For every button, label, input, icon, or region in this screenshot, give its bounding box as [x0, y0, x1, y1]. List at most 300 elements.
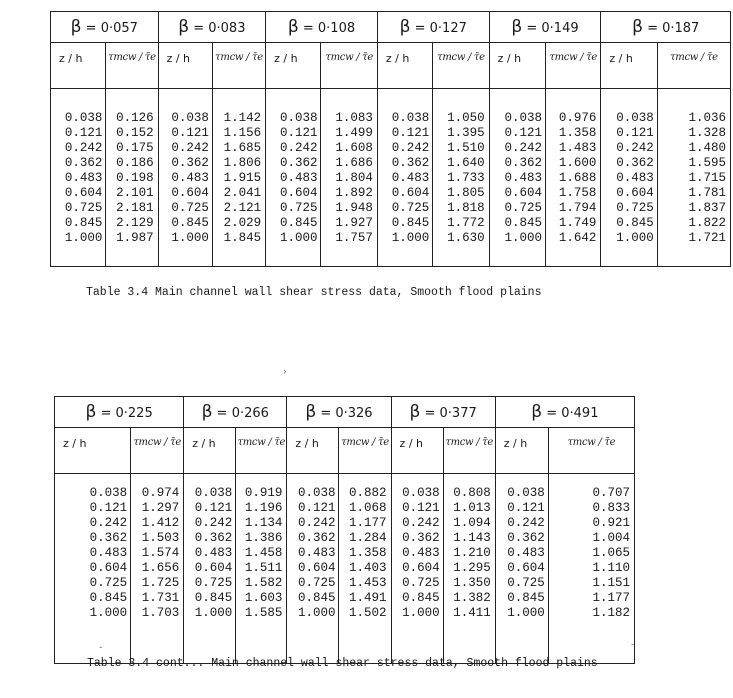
shear-ratio-value: 1.036 [657, 111, 730, 126]
table-row [51, 216, 731, 231]
z-h-value: 0.038 [489, 111, 545, 126]
spacer-cell [106, 89, 158, 112]
z-h-value: 0.038 [391, 486, 443, 501]
beta-header-cell: β = 0·491 [495, 397, 634, 428]
table-row [55, 516, 635, 531]
spacer-cell [321, 89, 377, 112]
beta-header-row [51, 12, 731, 43]
shear-ratio-value: 1.837 [657, 201, 730, 216]
shear-ratio-value: 1.892 [321, 186, 377, 201]
z-h-value: 0.362 [287, 531, 339, 546]
z-h-value: 0.121 [158, 126, 212, 141]
shear-ratio-value: 1.510 [433, 141, 489, 156]
z-h-value: 1.000 [601, 231, 657, 246]
shear-ratio-value: 1.608 [321, 141, 377, 156]
tau-ratio-header: τmcw / τ̄e [443, 428, 495, 474]
z-h-value: 0.604 [495, 561, 548, 576]
shear-ratio-value: 1.733 [433, 171, 489, 186]
shear-ratio-value: 0.198 [106, 171, 158, 186]
z-h-value: 1.000 [55, 606, 131, 621]
shear-ratio-value: 1.110 [548, 561, 634, 576]
z-h-header: z / h [51, 43, 106, 89]
table-row [55, 501, 635, 516]
beta-header-cell: β = 0·187 [601, 12, 731, 43]
z-h-header: z / h [377, 43, 432, 89]
shear-ratio-value: 1.772 [433, 216, 489, 231]
z-h-value: 0.604 [287, 561, 339, 576]
z-h-value: 0.121 [489, 126, 545, 141]
table-row [55, 486, 635, 501]
shear-ratio-value: 1.758 [546, 186, 601, 201]
spacer-cell [377, 89, 432, 112]
z-h-value: 0.604 [51, 186, 106, 201]
z-h-value: 0.725 [287, 576, 339, 591]
shear-ratio-value: 1.703 [131, 606, 184, 621]
z-h-value: 0.362 [266, 156, 321, 171]
z-h-value: 0.121 [391, 501, 443, 516]
shear-ratio-value: 1.595 [657, 156, 730, 171]
z-h-value: 0.038 [158, 111, 212, 126]
shear-ratio-value: 1.600 [546, 156, 601, 171]
shear-ratio-value: 0.186 [106, 156, 158, 171]
column-header-row [51, 43, 731, 89]
z-h-value: 1.000 [287, 606, 339, 621]
wall-shear-table-2 [54, 396, 635, 664]
shear-ratio-value: 1.987 [106, 231, 158, 246]
z-h-value: 0.483 [495, 546, 548, 561]
spacer-cell [495, 474, 548, 487]
shear-ratio-value: 1.411 [443, 606, 495, 621]
spacer-cell [158, 246, 212, 267]
spacer-cell [489, 246, 545, 267]
z-h-value: 0.362 [495, 531, 548, 546]
tau-ratio-header: τmcw / τ̄e [131, 428, 184, 474]
shear-ratio-value: 1.794 [546, 201, 601, 216]
tau-ratio-header: τmcw / τ̄e [546, 43, 601, 89]
z-h-value: 0.483 [489, 171, 545, 186]
z-h-value: 0.362 [51, 156, 106, 171]
shear-ratio-value: 1.503 [131, 531, 184, 546]
table-row [55, 531, 635, 546]
tau-ratio-header: τmcw / τ̄e [433, 43, 489, 89]
z-h-value: 0.845 [158, 216, 212, 231]
z-h-header: z / h [184, 428, 236, 474]
z-h-value: 0.483 [51, 171, 106, 186]
shear-ratio-value: 1.725 [131, 576, 184, 591]
z-h-value: 1.000 [489, 231, 545, 246]
spacer-cell [657, 89, 730, 112]
shear-ratio-value: 1.156 [212, 126, 265, 141]
z-h-value: 0.845 [489, 216, 545, 231]
z-h-value: 0.725 [489, 201, 545, 216]
z-h-value: 0.242 [51, 141, 106, 156]
shear-ratio-value: 1.297 [131, 501, 184, 516]
shear-ratio-value: 1.686 [321, 156, 377, 171]
spacer-cell [51, 246, 106, 267]
spacer-row [51, 89, 731, 112]
z-h-value: 0.604 [489, 186, 545, 201]
spacer-cell [184, 474, 236, 487]
shear-ratio-value: 1.453 [339, 576, 391, 591]
table-caption: Table 3.4 cont... Main channel wall shear stress data, Smooth flood plains [87, 657, 598, 670]
spacer-cell [266, 89, 321, 112]
shear-ratio-value: 1.640 [433, 156, 489, 171]
beta-header-cell: β = 0·083 [158, 12, 266, 43]
shear-ratio-value: 1.196 [236, 501, 287, 516]
shear-ratio-value: 1.177 [339, 516, 391, 531]
tau-ratio-header: τmcw / τ̄e [321, 43, 377, 89]
spacer-cell [131, 474, 184, 487]
shear-ratio-value: 1.574 [131, 546, 184, 561]
beta-symbol: β [305, 402, 317, 422]
shear-ratio-value: 0.152 [106, 126, 158, 141]
z-h-header: z / h [158, 43, 212, 89]
z-h-value: 0.362 [55, 531, 131, 546]
z-h-value: 0.483 [377, 171, 432, 186]
shear-ratio-value: 1.013 [443, 501, 495, 516]
table-row [51, 171, 731, 186]
z-h-value: 0.604 [391, 561, 443, 576]
z-h-value: 0.038 [55, 486, 131, 501]
table-row [55, 546, 635, 561]
z-h-header: z / h [391, 428, 443, 474]
shear-ratio-value: 1.757 [321, 231, 377, 246]
spacer-cell [546, 89, 601, 112]
table-row [51, 156, 731, 171]
shear-ratio-value: 2.121 [212, 201, 265, 216]
shear-ratio-value: 2.181 [106, 201, 158, 216]
z-h-value: 1.000 [391, 606, 443, 621]
shear-ratio-value: 1.050 [433, 111, 489, 126]
shear-ratio-value: 2.029 [212, 216, 265, 231]
table-row [51, 111, 731, 126]
shear-ratio-value: 1.630 [433, 231, 489, 246]
shear-ratio-value: 1.386 [236, 531, 287, 546]
z-h-value: 1.000 [266, 231, 321, 246]
shear-ratio-value: 1.004 [548, 531, 634, 546]
shear-ratio-value: 1.350 [443, 576, 495, 591]
table-row [51, 141, 731, 156]
z-h-value: 0.604 [266, 186, 321, 201]
z-h-value: 0.725 [158, 201, 212, 216]
z-h-value: 0.725 [377, 201, 432, 216]
z-h-value: 0.604 [55, 561, 131, 576]
tau-ratio-header: τmcw / τ̄e [657, 43, 730, 89]
spacer-cell [55, 474, 131, 487]
z-h-value: 1.000 [495, 606, 548, 621]
z-h-value: 0.121 [55, 501, 131, 516]
z-h-value: 0.845 [266, 216, 321, 231]
table-row [51, 201, 731, 216]
z-h-header: z / h [489, 43, 545, 89]
beta-symbol: β [531, 402, 543, 422]
z-h-header: z / h [601, 43, 657, 89]
z-h-value: 0.362 [601, 156, 657, 171]
z-h-value: 0.483 [391, 546, 443, 561]
column-header-row [55, 428, 635, 474]
z-h-value: 0.242 [55, 516, 131, 531]
beta-header-cell: β = 0·377 [391, 397, 495, 428]
z-h-value: 0.038 [601, 111, 657, 126]
z-h-value: 0.362 [489, 156, 545, 171]
beta-symbol: β [178, 17, 190, 37]
tau-ratio-header: τmcw / τ̄e [106, 43, 158, 89]
shear-ratio-value: 1.656 [131, 561, 184, 576]
z-h-value: 0.121 [184, 501, 236, 516]
scan-speck: › [282, 367, 288, 377]
shear-ratio-value: 1.749 [546, 216, 601, 231]
shear-ratio-value: 1.358 [546, 126, 601, 141]
z-h-value: 0.725 [184, 576, 236, 591]
z-h-value: 0.483 [184, 546, 236, 561]
shear-ratio-value: 0.882 [339, 486, 391, 501]
spacer-cell [106, 246, 158, 267]
shear-ratio-value: 0.175 [106, 141, 158, 156]
shear-ratio-value: 1.480 [657, 141, 730, 156]
spacer-cell [236, 474, 287, 487]
beta-header-cell: β = 0·326 [287, 397, 391, 428]
spacer-cell [212, 246, 265, 267]
spacer-cell [212, 89, 265, 112]
shear-ratio-value: 1.151 [548, 576, 634, 591]
tau-ratio-header: τmcw / τ̄e [548, 428, 634, 474]
spacer-cell [391, 474, 443, 487]
z-h-value: 0.242 [158, 141, 212, 156]
shear-ratio-value: 1.358 [339, 546, 391, 561]
spacer-cell [266, 246, 321, 267]
z-h-value: 0.483 [266, 171, 321, 186]
z-h-value: 0.242 [489, 141, 545, 156]
z-h-value: 1.000 [184, 606, 236, 621]
z-h-header: z / h [266, 43, 321, 89]
shear-ratio-value: 1.403 [339, 561, 391, 576]
z-h-value: 0.845 [601, 216, 657, 231]
z-h-value: 0.604 [601, 186, 657, 201]
shear-ratio-value: 1.182 [548, 606, 634, 621]
z-h-header: z / h [495, 428, 548, 474]
z-h-value: 0.121 [266, 126, 321, 141]
spacer-cell [51, 89, 106, 112]
tau-ratio-header: τmcw / τ̄e [236, 428, 287, 474]
shear-ratio-value: 1.395 [433, 126, 489, 141]
z-h-value: 0.845 [391, 591, 443, 606]
z-h-value: 0.725 [495, 576, 548, 591]
beta-symbol: β [201, 402, 213, 422]
table-row [51, 231, 731, 246]
z-h-value: 0.121 [601, 126, 657, 141]
spacer-cell [601, 246, 657, 267]
spacer-cell [321, 246, 377, 267]
beta-symbol: β [70, 17, 82, 37]
scan-speck: - [630, 640, 636, 650]
beta-symbol: β [632, 17, 643, 37]
beta-symbol: β [409, 402, 421, 422]
shear-ratio-value: 1.483 [546, 141, 601, 156]
shear-ratio-value: 1.502 [339, 606, 391, 621]
z-h-value: 0.362 [391, 531, 443, 546]
beta-symbol: β [85, 402, 97, 422]
beta-header-cell: β = 0·225 [55, 397, 184, 428]
shear-ratio-value: 1.804 [321, 171, 377, 186]
z-h-value: 1.000 [377, 231, 432, 246]
spacer-cell [601, 89, 657, 112]
shear-ratio-value: 1.688 [546, 171, 601, 186]
scan-speck: - [98, 643, 104, 653]
z-h-value: 0.121 [287, 501, 339, 516]
shear-ratio-value: 1.083 [321, 111, 377, 126]
shear-ratio-value: 2.041 [212, 186, 265, 201]
z-h-value: 0.845 [287, 591, 339, 606]
spacer-cell [158, 89, 212, 112]
shear-ratio-value: 1.143 [443, 531, 495, 546]
spacer-cell [433, 246, 489, 267]
shear-ratio-value: 0.921 [548, 516, 634, 531]
shear-ratio-value: 1.295 [443, 561, 495, 576]
shear-ratio-value: 1.065 [548, 546, 634, 561]
table-row [55, 591, 635, 606]
z-h-header: z / h [287, 428, 339, 474]
shear-ratio-value: 0.974 [131, 486, 184, 501]
shear-ratio-value: 1.642 [546, 231, 601, 246]
shear-ratio-value: 1.721 [657, 231, 730, 246]
spacer-row [51, 246, 731, 267]
z-h-value: 0.483 [158, 171, 212, 186]
spacer-row [55, 474, 635, 487]
shear-ratio-value: 1.094 [443, 516, 495, 531]
z-h-value: 0.604 [377, 186, 432, 201]
z-h-value: 0.121 [377, 126, 432, 141]
shear-ratio-value: 1.822 [657, 216, 730, 231]
beta-header-cell: β = 0·108 [266, 12, 378, 43]
shear-ratio-value: 1.458 [236, 546, 287, 561]
shear-ratio-value: 1.284 [339, 531, 391, 546]
spacer-cell [339, 474, 391, 487]
shear-ratio-value: 0.808 [443, 486, 495, 501]
shear-ratio-value: 1.134 [236, 516, 287, 531]
z-h-value: 0.242 [495, 516, 548, 531]
z-h-value: 0.845 [51, 216, 106, 231]
shear-ratio-value: 1.382 [443, 591, 495, 606]
table-row [51, 126, 731, 141]
shear-ratio-value: 1.328 [657, 126, 730, 141]
shear-ratio-value: 1.731 [131, 591, 184, 606]
z-h-value: 0.845 [55, 591, 131, 606]
shear-ratio-value: 0.707 [548, 486, 634, 501]
tau-ratio-header: τmcw / τ̄e [212, 43, 265, 89]
shear-ratio-value: 0.833 [548, 501, 634, 516]
spacer-cell [377, 246, 432, 267]
z-h-value: 0.845 [495, 591, 548, 606]
z-h-value: 0.362 [377, 156, 432, 171]
z-h-value: 0.604 [184, 561, 236, 576]
shear-ratio-value: 0.126 [106, 111, 158, 126]
z-h-value: 0.725 [391, 576, 443, 591]
beta-header-cell: β = 0·266 [184, 397, 287, 428]
shear-ratio-value: 1.582 [236, 576, 287, 591]
shear-ratio-value: 1.491 [339, 591, 391, 606]
shear-ratio-value: 0.976 [546, 111, 601, 126]
z-h-value: 0.483 [287, 546, 339, 561]
spacer-cell [433, 89, 489, 112]
z-h-value: 0.362 [184, 531, 236, 546]
z-h-value: 0.845 [184, 591, 236, 606]
shear-ratio-value: 1.177 [548, 591, 634, 606]
z-h-value: 0.725 [55, 576, 131, 591]
shear-ratio-value: 1.068 [339, 501, 391, 516]
z-h-value: 0.038 [495, 486, 548, 501]
z-h-value: 0.038 [51, 111, 106, 126]
z-h-value: 0.038 [266, 111, 321, 126]
z-h-value: 0.362 [158, 156, 212, 171]
shear-ratio-value: 1.806 [212, 156, 265, 171]
table-row [55, 606, 635, 621]
z-h-value: 0.483 [55, 546, 131, 561]
table-row [55, 561, 635, 576]
z-h-value: 0.242 [266, 141, 321, 156]
shear-ratio-value: 1.585 [236, 606, 287, 621]
wall-shear-table-1 [50, 11, 731, 267]
shear-ratio-value: 1.927 [321, 216, 377, 231]
spacer-cell [546, 246, 601, 267]
shear-ratio-value: 1.781 [657, 186, 730, 201]
tau-ratio-header: τmcw / τ̄e [339, 428, 391, 474]
z-h-value: 0.038 [377, 111, 432, 126]
z-h-value: 0.242 [601, 141, 657, 156]
z-h-value: 0.242 [287, 516, 339, 531]
beta-header-cell: β = 0·057 [51, 12, 159, 43]
shear-ratio-value: 1.685 [212, 141, 265, 156]
z-h-value: 0.038 [287, 486, 339, 501]
z-h-value: 0.121 [51, 126, 106, 141]
z-h-value: 0.725 [51, 201, 106, 216]
z-h-value: 1.000 [158, 231, 212, 246]
beta-symbol: β [287, 17, 299, 37]
z-h-value: 0.604 [158, 186, 212, 201]
shear-ratio-value: 1.511 [236, 561, 287, 576]
beta-symbol: β [511, 17, 523, 37]
shear-ratio-value: 1.412 [131, 516, 184, 531]
shear-ratio-value: 1.805 [433, 186, 489, 201]
shear-ratio-value: 2.101 [106, 186, 158, 201]
shear-ratio-value: 1.845 [212, 231, 265, 246]
z-h-value: 0.845 [377, 216, 432, 231]
spacer-cell [657, 246, 730, 267]
beta-symbol: β [399, 17, 411, 37]
z-h-value: 0.242 [391, 516, 443, 531]
table-row [51, 186, 731, 201]
shear-ratio-value: 2.129 [106, 216, 158, 231]
table-caption: Table 3.4 Main channel wall shear stress data, Smooth flood plains [86, 286, 542, 299]
shear-ratio-value: 1.603 [236, 591, 287, 606]
z-h-value: 0.725 [601, 201, 657, 216]
z-h-value: 0.483 [601, 171, 657, 186]
shear-ratio-value: 1.142 [212, 111, 265, 126]
shear-ratio-value: 1.915 [212, 171, 265, 186]
beta-header-cell: β = 0·149 [489, 12, 601, 43]
spacer-cell [489, 89, 545, 112]
z-h-value: 0.725 [266, 201, 321, 216]
z-h-value: 0.121 [495, 501, 548, 516]
beta-header-row [55, 397, 635, 428]
z-h-value: 0.242 [377, 141, 432, 156]
shear-ratio-value: 1.210 [443, 546, 495, 561]
table-row [55, 576, 635, 591]
z-h-value: 0.038 [184, 486, 236, 501]
shear-ratio-value: 1.818 [433, 201, 489, 216]
shear-ratio-value: 0.919 [236, 486, 287, 501]
spacer-cell [443, 474, 495, 487]
z-h-header: z / h [55, 428, 131, 474]
